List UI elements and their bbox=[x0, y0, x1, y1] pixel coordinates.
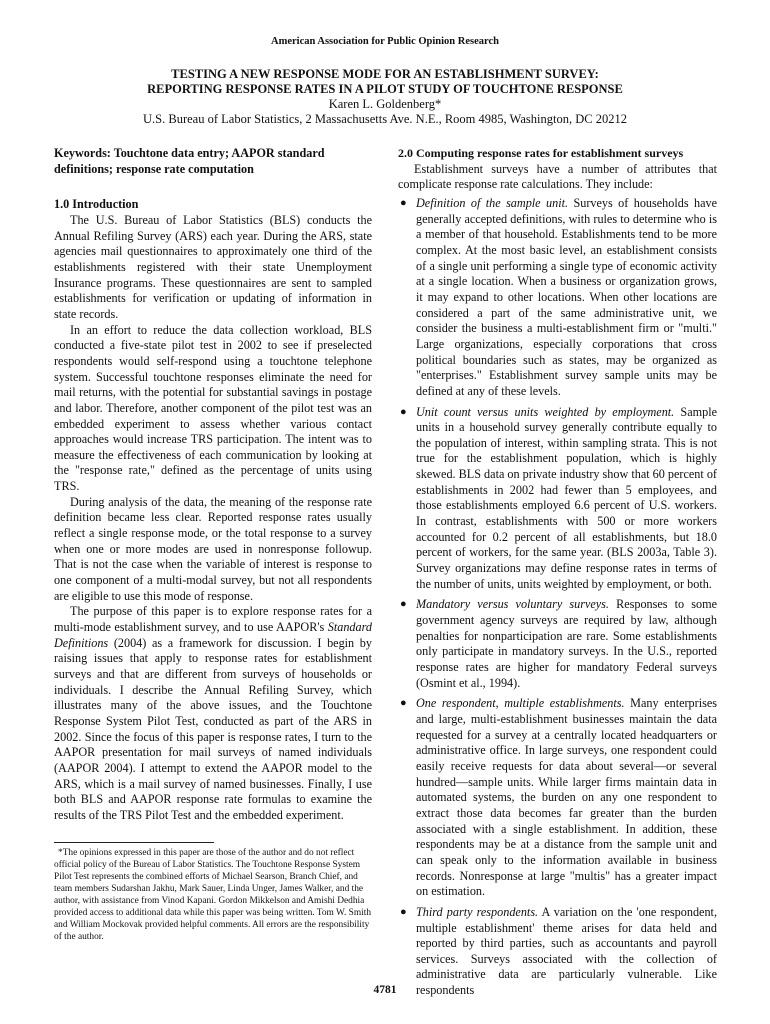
bullet-icon: ● bbox=[400, 405, 407, 418]
list-item bbox=[398, 405, 717, 593]
author: Karen L. Goldenberg* bbox=[328, 97, 442, 111]
attribute-list bbox=[398, 196, 717, 999]
bullet-icon: ● bbox=[400, 598, 407, 611]
footnote: *The opinions expressed in this paper are those of the author and do not reflect official policy of the Bureau of Labor Statistics. The Touchtone Response System Pilot Test represents the combined efforts of Michael Searson, Branch Chief, and team members Sudarshan Jakhu, Mark Sauer, Linda Unger, James Walker, and the author, with assistance from Vinod Kapani. Gordon Mikkelson and Amishi Dedhia provided access to additional data while this paper was being written. Tom W. Smith and William Mockovak provided helpful comments. All errors are the responsibility of the author. bbox=[54, 847, 372, 943]
list-item-text: Surveys of households have generally accepted definitions, with rules to determine who is a member of that household. Establishments tend to be more complex. At the most basic level, an establishment consists of a single unit performing a single type of economic activity at a single location. When a business or organization grows, it may expand to other locations. When other locations are considered a part of the same administrative unit, we consider the business a multi-establishment firm or "multi." Large organizations, especially corporations that cross political boundaries such as states, may be organized as "enterprises." Establishment survey sample units may be defined at any of these levels. bbox=[416, 195, 717, 398]
right-column bbox=[398, 146, 717, 1004]
bullet-icon: ● bbox=[400, 196, 407, 209]
standard-definitions-citation: Standard Definitions bbox=[54, 620, 372, 650]
list-item-title: Unit count versus units weighted by employment. bbox=[416, 404, 675, 419]
section-1-paragraph-4 bbox=[54, 604, 372, 823]
list-item-title: Third party respondents. bbox=[416, 904, 539, 919]
paper-title-line-2: REPORTING RESPONSE RATES IN A PILOT STUDY OF TOUCHTONE RESPONSE bbox=[147, 82, 623, 96]
footnote-rule bbox=[54, 842, 214, 843]
paper-title-line-1: TESTING A NEW RESPONSE MODE FOR AN ESTABLISHMENT SURVEY: bbox=[171, 67, 599, 81]
section-1-paragraph-3: During analysis of the data, the meaning of the response rate definition became less clear. Reported response rates usually reflect a single response mode, or the total response to a survey when one or more modes are used in nonresponse followup. That is not the case when the variable of interest is response to one component of a multi-modal survey, but not all respondents are eligible to use this mode of response. bbox=[54, 494, 372, 603]
title-block bbox=[40, 67, 730, 127]
section-2-heading: 2.0 Computing response rates for establishment surveys bbox=[398, 146, 684, 160]
list-item bbox=[398, 696, 717, 900]
list-item bbox=[398, 597, 717, 691]
page-number: 4781 bbox=[373, 984, 397, 996]
left-column bbox=[54, 146, 372, 943]
list-item-title: Definition of the sample unit. bbox=[416, 195, 569, 210]
bullet-icon: ● bbox=[400, 905, 407, 918]
list-item-text: Sample units in a household survey generally contribute equally to the population of interest, within sampling strata. This is not true for the establishment population, which is highly skewed. BLS data on private industry show that 60 percent of establishments in 2002 had fewer than 5 employees, and those establishments employed 6.6 percent of U.S. workers. In contrast, establishments with 500 or more workers accounted for 0.2 percent of all establishments, but 18.0 percent of workers, for the same year. (BLS 2003a, Table 3). Survey organizations may define response rates in terms of the number of units, units weighted by employment, or both. bbox=[416, 404, 717, 591]
section-1-paragraph-1: The U.S. Bureau of Labor Statistics (BLS) conducts the Annual Refiling Survey (ARS) each year. During the ARS, state agencies mail questionnaires to approximately one third of the establishments registered with their state Unemployment Insurance programs. These questionnaires are sent to sampled establishments for verification or updating of information in state records. bbox=[54, 212, 372, 321]
list-item-text: Responses to some government agency surveys are required by law, although penalties for nonparticipation are rare. Some establishments only participate in mandatory surveys. In the U.S., reported response rates are higher for mandatory Federal surveys (Osmint et al., 1994). bbox=[416, 597, 717, 690]
list-item-text: A variation on the 'one respondent, multiple establishment' theme arises for data held and reported by third parties, such as accountants and payroll services. Surveys associated with the collection of administrative data are particularly vulnerable. Like respondents bbox=[416, 904, 717, 998]
list-item-title: Mandatory versus voluntary surveys. bbox=[416, 597, 609, 612]
list-item-title: One respondent, multiple establishments. bbox=[416, 696, 625, 711]
section-2-intro: Establishment surveys have a number of attributes that complicate response rate calculations. They include: bbox=[398, 161, 717, 192]
list-item-text: Many enterprises and large, multi-establishment businesses maintain the data requested for a survey at a centrally located headquarters or administrative office. In large surveys, one respondent could easily receive requests for data about several—or several hundred—sample units. While larger firms maintain data in automated systems, the burden on any one respondent to extract those data becomes far greater than the burden associated with a single establishment. In addition, these respondents may be at a distance from the sample unit and can speak only to the information available in business records. Nonresponse at large "multis" has a greater impact on estimation. bbox=[416, 696, 717, 899]
affiliation: U.S. Bureau of Labor Statistics, 2 Massachusetts Ave. N.E., Room 4985, Washington, DC 20212 bbox=[143, 112, 627, 126]
bullet-icon: ● bbox=[400, 697, 407, 710]
running-header: American Association for Public Opinion Research bbox=[271, 36, 499, 47]
list-item bbox=[398, 196, 717, 400]
paragraph-4-text-b: (2004) as a framework for discussion. I begin by raising issues that apply to response rates for establishment surveys and that are different from surveys of households or individuals. I describe the Annual Refiling Survey, which illustrates many of the above issues, and the Touchtone Response System Pilot Test, conducted as part of the ARS in 2002. Since the focus of this paper is response rates, I turn to the AAPOR presentation for mail surveys of named individuals (AAPOR 2004). I attempt to extend the AAPOR model to the ARS, which is a mail survey of named businesses. Finally, I use both BLS and AAPOR response rate formulas to examine the results of the TRS Pilot Test and the embedded experiment. bbox=[54, 635, 372, 822]
keywords: Keywords: Touchtone data entry; AAPOR standard definitions; response rate computation bbox=[54, 146, 325, 176]
section-1-heading: 1.0 Introduction bbox=[54, 197, 139, 212]
section-1-paragraph-2: In an effort to reduce the data collection workload, BLS conducted a five-state pilot test in 2002 to see if preselected respondents would self-respond using a touchtone telephone system. Successful touchtone responses eliminate the need for mail returns, with the potential for substantial savings in postage and labor. Therefore, another component of the pilot test was an embedded experiment to assess whether various contact approaches would increase TRS participation. The intent was to measure the effectiveness of each communication by looking at the "response rate," defined as the percentage of units using TRS. bbox=[54, 322, 372, 494]
paragraph-4-text-a: The purpose of this paper is to explore response rates for a multi-mode establishment survey, and to use AAPOR's bbox=[54, 604, 372, 635]
